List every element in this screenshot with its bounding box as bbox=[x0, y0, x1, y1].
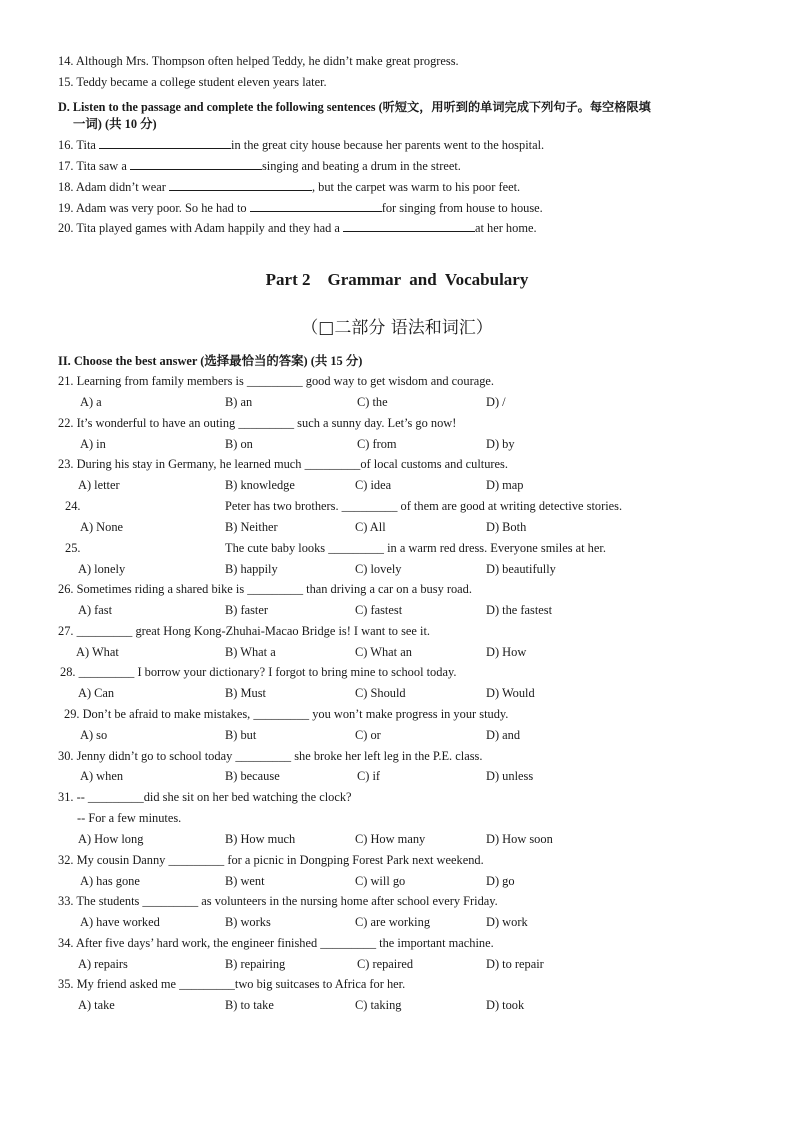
answer-option-b[interactable]: B) happily bbox=[225, 562, 278, 576]
answer-option-c[interactable]: C) All bbox=[355, 520, 386, 534]
answer-option-c[interactable]: C) taking bbox=[355, 998, 402, 1012]
answer-option-a[interactable]: A) How long bbox=[78, 832, 144, 846]
answer-blank[interactable] bbox=[250, 199, 382, 212]
answer-blank[interactable] bbox=[130, 157, 262, 170]
answer-option-d[interactable]: D) / bbox=[486, 395, 506, 409]
answer-option-d[interactable]: D) beautifully bbox=[486, 562, 556, 576]
answer-option-d[interactable]: D) took bbox=[486, 998, 525, 1012]
answer-option-d[interactable]: D) How soon bbox=[486, 832, 553, 846]
answer-option-d[interactable]: D) unless bbox=[486, 769, 534, 783]
answer-option-c[interactable]: C) Should bbox=[355, 686, 406, 700]
answer-option-a[interactable]: A) a bbox=[80, 395, 102, 409]
answer-option-a[interactable]: A) when bbox=[80, 769, 124, 783]
question-stem: 27. _________ great Hong Kong-Zhuhai-Macao Bridge is! I want to see it. bbox=[58, 624, 430, 638]
question-stem: Peter has two brothers. _________ of them are good at writing detective stories. bbox=[225, 499, 623, 513]
answer-option-a[interactable]: A) letter bbox=[78, 478, 120, 492]
fill-item-20: 20. Tita played games with Adam happily and they had a at her home. bbox=[58, 221, 537, 235]
answer-option-d[interactable]: D) go bbox=[486, 874, 515, 888]
answer-option-a[interactable]: A) None bbox=[80, 520, 124, 534]
answer-option-b[interactable]: B) but bbox=[225, 728, 257, 742]
question-stem: 28. _________ I borrow your dictionary? I forgot to bring mine to school today. bbox=[60, 665, 457, 679]
question-stem: 33. The students _________ as volunteers in the nursing home after school every Friday. bbox=[58, 894, 498, 908]
answer-option-b[interactable]: B) because bbox=[225, 769, 280, 783]
listening-item-15: 15. Teddy became a college student eleven years later. bbox=[58, 75, 327, 89]
question-number: 25. bbox=[65, 541, 81, 555]
fill-item-17: 17. Tita saw a singing and beating a drum in the street. bbox=[58, 159, 461, 173]
answer-option-b[interactable]: B) works bbox=[225, 915, 271, 929]
answer-option-c[interactable]: C) How many bbox=[355, 832, 426, 846]
answer-option-d[interactable]: D) by bbox=[486, 437, 515, 451]
answer-option-c[interactable]: C) What an bbox=[355, 645, 412, 659]
fill-item-18: 18. Adam didn’t wear , but the carpet was warm to his poor feet. bbox=[58, 180, 521, 194]
answer-option-b[interactable]: B) knowledge bbox=[225, 478, 295, 492]
fill-item-19: 19. Adam was very poor. So he had to for singing from house to house. bbox=[58, 201, 543, 215]
part2-title: Part 2 Grammar and Vocabulary bbox=[265, 270, 529, 289]
answer-option-b[interactable]: B) Neither bbox=[225, 520, 278, 534]
answer-option-b[interactable]: B) an bbox=[225, 395, 253, 409]
answer-option-b[interactable]: B) Must bbox=[225, 686, 266, 700]
listening-item-14: 14. Although Mrs. Thompson often helped Teddy, he didn’t make great progress. bbox=[58, 54, 459, 68]
answer-option-a[interactable]: A) fast bbox=[78, 603, 113, 617]
answer-option-c[interactable]: C) the bbox=[357, 395, 388, 409]
question-stem: 23. During his stay in Germany, he learned much _________of local customs and cultures. bbox=[58, 457, 508, 471]
question-number: 24. bbox=[65, 499, 81, 513]
answer-option-d[interactable]: D) map bbox=[486, 478, 524, 492]
answer-option-c[interactable]: C) from bbox=[357, 437, 397, 451]
answer-option-c[interactable]: C) fastest bbox=[355, 603, 403, 617]
question-stem: 29. Don’t be afraid to make mistakes, _________ you won’t make progress in your study. bbox=[64, 707, 509, 721]
question-stem: 35. My friend asked me _________two big suitcases to Africa for her. bbox=[58, 977, 406, 991]
part2-subtitle: （□二部分 语法和词汇） bbox=[301, 318, 493, 338]
answer-blank[interactable] bbox=[343, 219, 475, 232]
answer-option-c[interactable]: C) if bbox=[357, 769, 381, 783]
answer-option-a[interactable]: A) so bbox=[80, 728, 108, 742]
section-ii-title: II. Choose the best answer (选择最恰当的答案) (共 15 分) bbox=[58, 354, 363, 368]
answer-option-b[interactable]: B) faster bbox=[225, 603, 269, 617]
question-stem: 22. It’s wonderful to have an outing _________ such a sunny day. Let’s go now! bbox=[58, 416, 457, 430]
answer-option-d[interactable]: D) and bbox=[486, 728, 521, 742]
answer-option-a[interactable]: A) have worked bbox=[80, 915, 160, 929]
answer-option-b[interactable]: B) repairing bbox=[225, 957, 286, 971]
answer-option-d[interactable]: D) the fastest bbox=[486, 603, 553, 617]
question-stem: 26. Sometimes riding a shared bike is _________ than driving a car on a busy road. bbox=[58, 582, 472, 596]
question-answer-line: -- For a few minutes. bbox=[77, 811, 182, 825]
answer-option-a[interactable]: A) in bbox=[80, 437, 106, 451]
answer-option-b[interactable]: B) What a bbox=[225, 645, 276, 659]
answer-option-a[interactable]: A) has gone bbox=[80, 874, 140, 888]
question-stem: 34. After five days’ hard work, the engineer finished _________ the important machine. bbox=[58, 936, 494, 950]
fill-item-16: 16. Tita in the great city house because her parents went to the hospital. bbox=[58, 138, 545, 152]
section-d-title: D. Listen to the passage and complete the following sentences (听短文，用听到的单词完成下列句子。每空格限填 bbox=[58, 100, 651, 114]
answer-option-d[interactable]: D) Would bbox=[486, 686, 535, 700]
answer-option-c[interactable]: C) lovely bbox=[355, 562, 402, 576]
answer-option-d[interactable]: D) work bbox=[486, 915, 528, 929]
answer-option-b[interactable]: B) How much bbox=[225, 832, 296, 846]
answer-option-c[interactable]: C) repaired bbox=[357, 957, 414, 971]
answer-blank[interactable] bbox=[169, 178, 312, 191]
answer-option-d[interactable]: D) Both bbox=[486, 520, 527, 534]
question-stem: The cute baby looks _________ in a warm red dress. Everyone smiles at her. bbox=[225, 541, 606, 555]
question-stem: 21. Learning from family members is _________ good way to get wisdom and courage. bbox=[58, 374, 494, 388]
answer-option-a[interactable]: A) What bbox=[76, 645, 119, 659]
question-stem: 31. -- _________did she sit on her bed watching the clock? bbox=[58, 790, 352, 804]
answer-option-c[interactable]: C) idea bbox=[355, 478, 392, 492]
answer-blank[interactable] bbox=[99, 136, 231, 149]
answer-option-b[interactable]: B) to take bbox=[225, 998, 274, 1012]
answer-option-a[interactable]: A) take bbox=[78, 998, 115, 1012]
answer-option-a[interactable]: A) Can bbox=[78, 686, 115, 700]
answer-option-b[interactable]: B) went bbox=[225, 874, 265, 888]
answer-option-c[interactable]: C) are working bbox=[355, 915, 431, 929]
answer-option-a[interactable]: A) lonely bbox=[78, 562, 126, 576]
answer-option-a[interactable]: A) repairs bbox=[78, 957, 128, 971]
question-stem: 32. My cousin Danny _________ for a picnic in Dongping Forest Park next weekend. bbox=[58, 853, 484, 867]
answer-option-d[interactable]: D) How bbox=[486, 645, 527, 659]
question-stem: 30. Jenny didn’t go to school today _________ she broke her left leg in the P.E. class. bbox=[58, 749, 483, 763]
answer-option-c[interactable]: C) will go bbox=[355, 874, 406, 888]
answer-option-b[interactable]: B) on bbox=[225, 437, 253, 451]
answer-option-c[interactable]: C) or bbox=[355, 728, 381, 742]
section-d-title-cont: 一词) (共 10 分) bbox=[73, 117, 157, 131]
answer-option-d[interactable]: D) to repair bbox=[486, 957, 544, 971]
